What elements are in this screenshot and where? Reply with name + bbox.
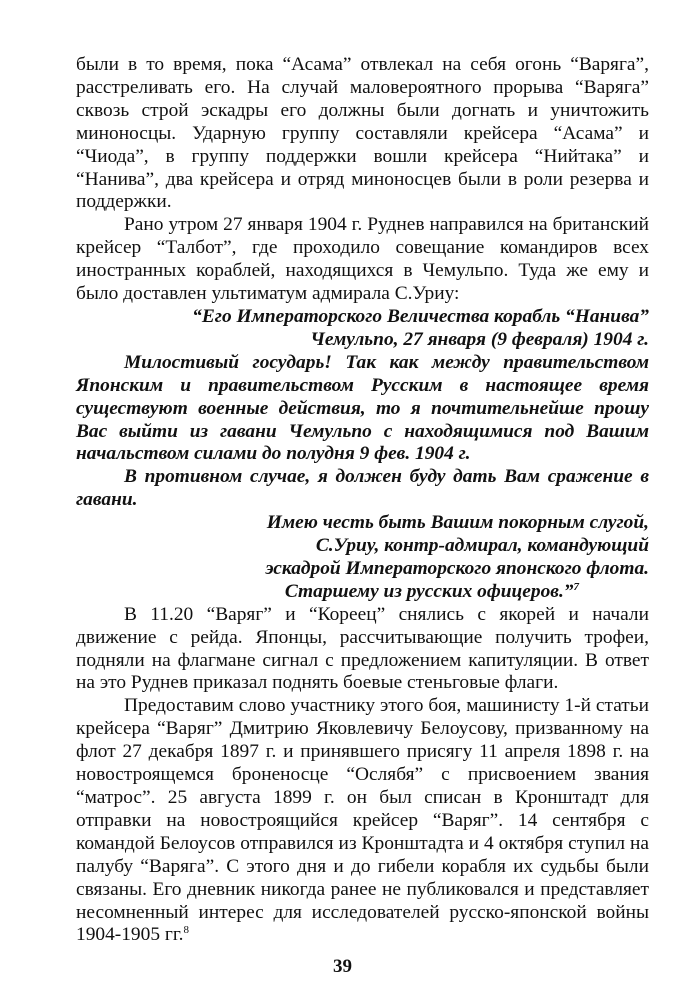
letter-signature-2: С.Уриу, контр-адмирал, командующий xyxy=(315,535,649,557)
footnote-ref-8: 8 xyxy=(183,924,189,937)
letter-header-date: Чемульпо, 27 января (9 февраля) 1904 г. xyxy=(310,328,649,350)
paragraph-3: В 11.20 “Варяг” и “Кореец” снялись с якорей и начали движение с рейда. Японцы, рассчитывающие получить трофеи, подняли на флагмане сигнал с предложением капитуляции. В ответ на это Руднев приказал поднять боевые стеньговые флаги. xyxy=(76,603,649,694)
body-text xyxy=(76,54,649,947)
letter-header-ship: “Его Императорского Величества корабль “Нанива” xyxy=(192,305,649,327)
ultimatum-letter xyxy=(76,306,649,604)
footnote-ref-7: 7 xyxy=(573,580,579,593)
letter-body-1: Милостивый государь! Так как между правительством Японским и правительством Русским в настоящее время существуют военные действия, то я почтительнейше прошу Вас выйти из гавани Чемульпо с находящимися под Вашим начальством силами до полудня 9 фев. 1904 г. xyxy=(76,351,649,465)
letter-signature-1: Имею честь быть Вашим покорным слугой, xyxy=(266,512,649,534)
paragraph-2: Рано утром 27 января 1904 г. Руднев направился на британский крейсер “Талбот”, где проходило совещание командиров всех иностранных кораблей, находящихся в Чемульпо. Туда же ему и было доставлен ультиматум адмирала С.Уриу: xyxy=(76,214,649,305)
paragraph-4-text: Предоставим слово участнику этого боя, машинисту 1-й статьи крейсера “Варяг” Дмитрию Яковлевичу Белоусову, призванному на флот 27 декабря 1897 г. и принявшего присягу 11 апреля 1898 г. на новостроящемся броненосце “Ослябя” с присвоением звания “матрос”. 25 августа 1899 г. он был списан в Кронштадт для отправки на новостроящийся крейсер “Варяг”. 14 сентября с командой Белоусов отправился из Кронштадта и 4 октября ступил на палубу “Варяга”. С этого дня и до гибели корабля их судьбы были связаны. Его дневник никогда ранее не публиковался и представляет несомненный интерес для исследователей русско-японской войны 1904-1905 гг. xyxy=(76,695,649,946)
letter-body-2: В противном случае, я должен буду дать Вам сражение в гавани. xyxy=(76,466,649,511)
page-number: 39 xyxy=(333,956,352,977)
paragraph-1: были в то время, пока “Асама” отвлекал на себя огонь “Варяга”, расстреливать его. На случай маловероятного прорыва “Варяга” сквозь строй эскадры его должны были догнать и уничтожить миноносцы. Ударную группу составляли крейсера “Асама” и “Чиода”, в группу поддержки вошли крейсера “Нийтака” и “Нанива”, два крейсера и отряд миноносцев были в роли резерва и поддержки. xyxy=(76,54,649,213)
paragraph-4 xyxy=(76,695,649,947)
letter-signature-3: эскадрой Императорского японского флота. xyxy=(265,557,649,579)
letter-signature-4 xyxy=(76,581,649,604)
letter-addressee: Старшему из русских офицеров.” xyxy=(284,580,574,602)
